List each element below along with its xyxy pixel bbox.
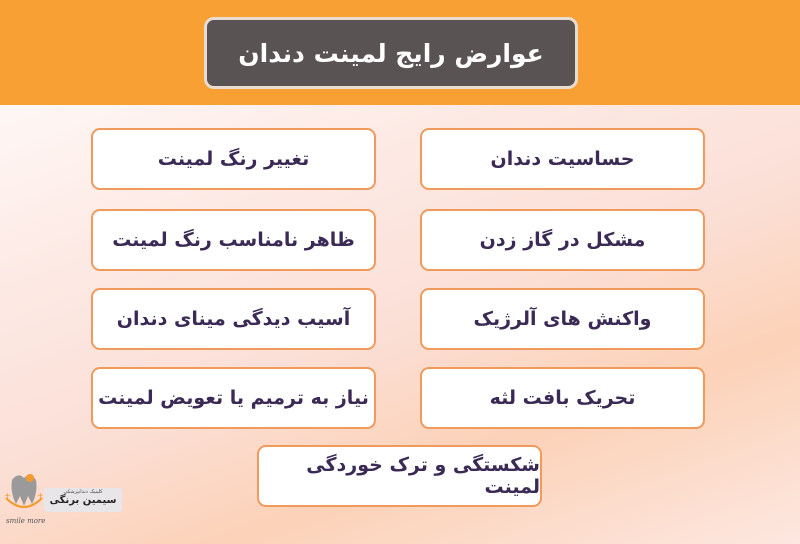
page-title: عوارض رایج لمینت دندان (204, 17, 578, 89)
item-box: حساسیت دندان (420, 128, 705, 190)
svg-text:+: + (37, 491, 44, 500)
item-box: آسیب دیدگی مینای دندان (91, 288, 376, 350)
item-box: شکستگی و ترک خوردگی لمینت (257, 445, 542, 507)
clinic-logo (4, 470, 122, 530)
item-box: مشکل در گاز زدن (420, 209, 705, 271)
logo-card (44, 488, 122, 512)
item-box: واکنش های آلرژیک (420, 288, 705, 350)
item-box: ظاهر نامناسب رنگ لمینت (91, 209, 376, 271)
item-box: نیاز به ترمیم یا تعویض لمینت (91, 367, 376, 429)
tooth-icon (4, 470, 44, 516)
logo-slogan: smile more (6, 517, 46, 525)
svg-text:+: + (4, 491, 11, 500)
logo-name: سیمین برنگی (49, 495, 117, 506)
item-box: تغییر رنگ لمینت (91, 128, 376, 190)
logo-subtitle: کلینیک دندانپزشکی (63, 489, 103, 495)
item-box: تحریک بافت لثه (420, 367, 705, 429)
